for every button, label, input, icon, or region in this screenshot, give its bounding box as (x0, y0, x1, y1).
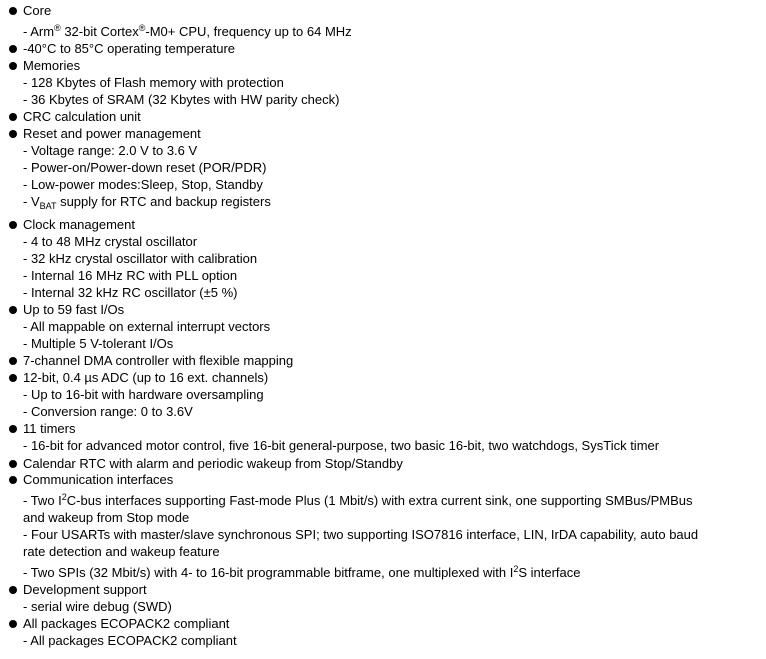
bullet-icon (9, 306, 17, 314)
feature-detail: - Four USARTs with master/slave synchronous SPI; two supporting ISO7816 interface, LIN, IrDA capability, auto baud (23, 527, 699, 542)
bullet-icon (9, 425, 17, 433)
vbat-subscript: BAT (39, 201, 57, 211)
bullet-icon (9, 586, 17, 594)
feature-detail: - 16-bit for advanced motor control, five 16-bit general-purpose, two basic 16-bit, two watchdogs, SysTick timer (23, 438, 660, 453)
feature-detail: - 128 Kbytes of Flash memory with protection (23, 75, 284, 90)
feature-heading: 11 timers (23, 421, 76, 436)
bullet-icon (9, 221, 17, 229)
feature-detail: - 4 to 48 MHz crystal oscillator (23, 234, 198, 249)
feature-heading: Communication interfaces (23, 472, 174, 487)
bullet-icon (9, 357, 17, 365)
feature-detail: - Internal 32 kHz RC oscillator (±5 %) (23, 285, 238, 300)
feature-heading: 12-bit, 0.4 µs ADC (up to 16 ext. channels) (23, 370, 269, 385)
feature-detail: - Internal 16 MHz RC with PLL option (23, 268, 238, 283)
bullet-icon (9, 374, 17, 382)
feature-detail: - Power-on/Power-down reset (POR/PDR) (23, 160, 267, 175)
feature-heading: Reset and power management (23, 126, 201, 141)
bullet-icon (9, 62, 17, 70)
feature-detail: - Conversion range: 0 to 3.6V (23, 404, 193, 419)
feature-detail: - serial wire debug (SWD) (23, 599, 172, 614)
feature-detail: - Two SPIs (32 Mbit/s) with 4- to 16-bit programmable bitframe, one multiplexed with $I^2S$ interface (23, 564, 581, 580)
bullet-icon (9, 476, 17, 484)
feature-detail: - All packages ECOPACK2 compliant (23, 633, 237, 648)
i2s-superscript: 2 (513, 564, 519, 574)
bullet-icon (9, 7, 17, 15)
feature-detail: - All mappable on external interrupt vectors (23, 319, 271, 334)
feature-heading: Up to 59 fast I/Os (23, 302, 125, 317)
feature-heading: CRC calculation unit (23, 109, 141, 124)
feature-heading: Memories (23, 58, 81, 73)
feature-heading: All packages ECOPACK2 compliant (23, 616, 230, 631)
feature-detail: - 36 Kbytes of SRAM (32 Kbytes with HW parity check) (23, 92, 340, 107)
feature-detail: - Multiple 5 V-tolerant I/Os (23, 336, 174, 351)
registered-mark: ® (54, 23, 61, 33)
feature-detail-continued: rate detection and wakeup feature (23, 544, 220, 559)
feature-heading: Development support (23, 582, 147, 597)
feature-heading: -40°C to 85°C operating temperature (23, 41, 236, 56)
feature-detail: - Arm® 32-bit Cortex®-M0+ CPU, frequency up to 64 MHz (23, 23, 352, 39)
feature-detail: - Two $I^2C$-bus interfaces supporting Fast-mode Plus (1 Mbit/s) with extra current sink, one supporting SMBus/PMBus (23, 492, 693, 508)
feature-heading: 7-channel DMA controller with flexible mapping (23, 353, 294, 368)
feature-heading: Core (23, 3, 52, 18)
feature-detail: - Voltage range: 2.0 V to 3.6 V (23, 143, 198, 158)
feature-detail-continued: and wakeup from Stop mode (23, 510, 190, 525)
bullet-icon (9, 45, 17, 53)
feature-detail: - Low-power modes:Sleep, Stop, Standby (23, 177, 263, 192)
bullet-icon (9, 113, 17, 121)
i2c-superscript: 2 (61, 492, 67, 502)
bullet-icon (9, 460, 17, 468)
feature-detail: - $V_{BAT}$ supply for RTC and backup registers (23, 194, 271, 211)
feature-heading: Calendar RTC with alarm and periodic wakeup from Stop/Standby (23, 456, 403, 471)
bullet-icon (9, 620, 17, 628)
feature-detail: - Up to 16-bit with hardware oversampling (23, 387, 264, 402)
registered-mark: ® (138, 23, 146, 33)
feature-detail: - 32 kHz crystal oscillator with calibration (23, 251, 258, 266)
bullet-icon (9, 130, 17, 138)
feature-heading: Clock management (23, 217, 135, 232)
